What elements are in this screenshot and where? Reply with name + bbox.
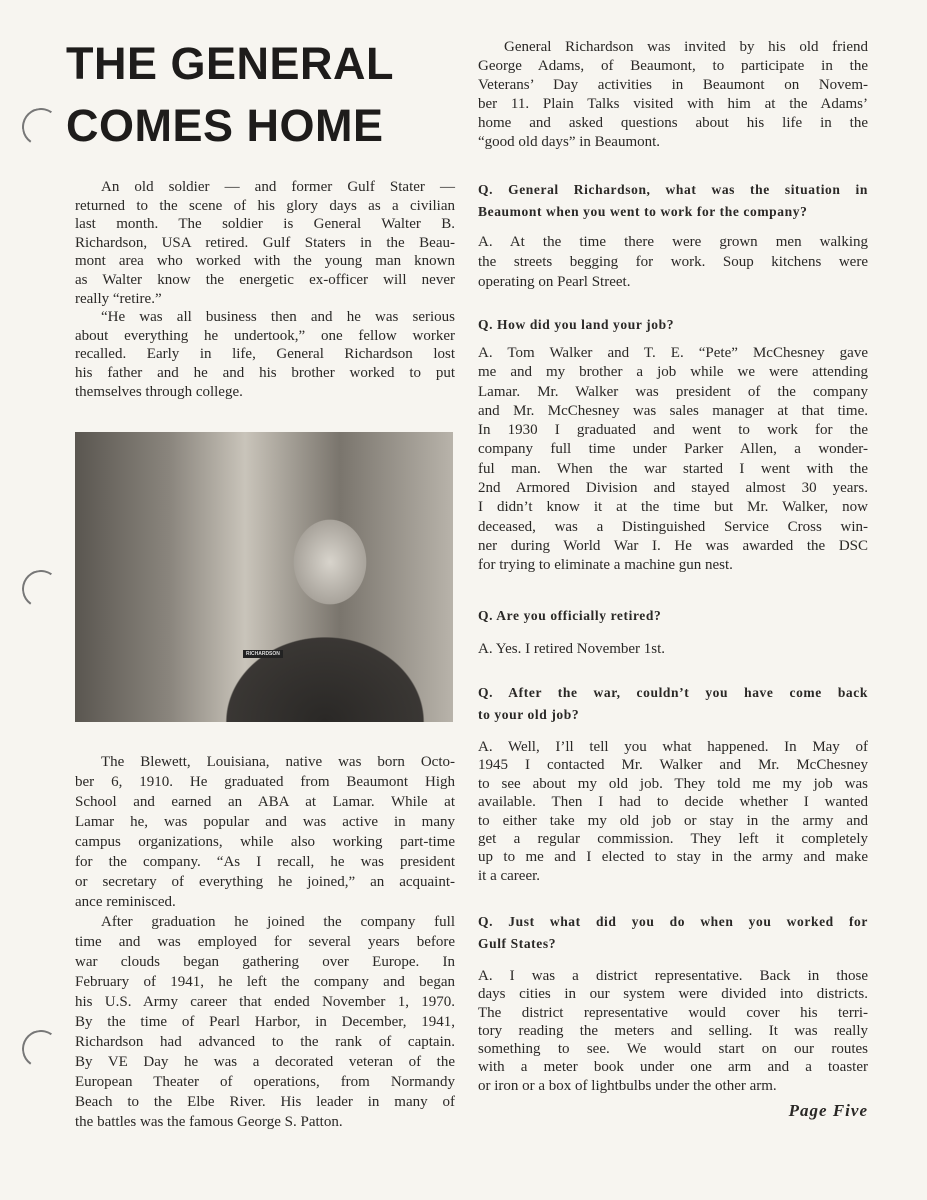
text-line: Richardson, USA retired. Gulf Staters in the Beau- <box>75 234 455 251</box>
text-line: the streets begging for work. Soup kitchens were <box>478 254 868 270</box>
text-line: I didn’t know it at the time but Mr. Walker, now <box>478 499 868 516</box>
text-line: A. At the time there were grown men walking <box>478 234 868 250</box>
punch-hole-mark <box>19 105 63 149</box>
text-line: home and asked questions about his life in the <box>478 115 868 131</box>
text-line: A. Tom Walker and T. E. “Pete” McChesney gave <box>478 345 868 361</box>
punch-hole-mark <box>19 1027 63 1071</box>
text-line: Q. Just what did you do when you worked for <box>478 914 868 929</box>
text-line: for trying to eliminate a machine gun nest. <box>478 557 733 574</box>
text-line: and Mr. McChesney was sales manager at that time. <box>478 402 868 419</box>
text-line: get a regular commission. They left it completely <box>478 830 868 847</box>
text-line: operating on Pearl Street. <box>478 274 631 290</box>
punch-hole-mark <box>19 567 63 611</box>
text-line: with a meter book under one arm and a toaster <box>478 1059 868 1076</box>
text-line: European Theater of operations, from Normandy <box>75 1074 455 1090</box>
text-line: A. Well, I’ll tell you what happened. In May of <box>478 739 868 755</box>
text-line: School and earned an ABA at Lamar. While at <box>75 794 455 810</box>
question-3 <box>478 605 868 627</box>
text-line: the battles was the famous George S. Patton. <box>75 1114 343 1130</box>
text-line: ful man. When the war started I went with the <box>478 460 868 477</box>
text-line: to your old job? <box>478 707 580 722</box>
question-4 <box>478 682 868 726</box>
text-line: really “retire.” <box>75 290 162 307</box>
text-line: General Richardson was invited by his old friend <box>504 39 868 55</box>
text-line: 1945 I contacted Mr. Walker and Mr. McChesney <box>478 757 868 774</box>
text-line: Lamar. Mr. Walker was president of the company <box>478 383 868 400</box>
text-line: A. I was a district representative. Back in those <box>478 968 868 984</box>
text-line: ber 6, 1910. He graduated from Beaumont High <box>75 774 455 790</box>
general-richardson-photo <box>75 432 453 722</box>
text-line: his U.S. Army career that ended November 1, 1970. <box>75 994 455 1010</box>
text-line: returned to the scene of his glory days as a civilian <box>75 197 455 214</box>
intro-article-text <box>75 178 455 401</box>
text-line: deceased, was a Distinguished Service Cross win- <box>478 518 868 535</box>
text-line: or secretary of everything he joined,” an acquaint- <box>75 874 455 890</box>
text-line: Richardson had advanced to the rank of captain. <box>75 1034 455 1050</box>
text-line: By VE Day he was a decorated veteran of the <box>75 1054 455 1070</box>
page-number: Page Five <box>788 1101 868 1120</box>
text-line: company full time under Parker Allen, a wonder- <box>478 441 868 458</box>
text-line: “good old days” in Beaumont. <box>478 134 661 150</box>
answer-2 <box>478 344 868 576</box>
text-line: to either take my old job or stay in the army and <box>478 812 868 829</box>
text-line: time and was employed for several years before <box>75 934 455 950</box>
text-line: The district representative would cover his terri- <box>478 1004 868 1021</box>
headline-line-1: THE GENERAL <box>66 38 395 89</box>
text-line: An old soldier — and former Gulf Stater — <box>101 179 455 195</box>
text-line: ance reminisced. <box>75 894 176 910</box>
text-line: days cities in our system were divided into districts. <box>478 986 868 1003</box>
text-line: it a career. <box>478 867 541 884</box>
text-line: campus organizations, while also working part-time <box>75 834 455 850</box>
text-line: Lamar he, was popular and was active in many <box>75 814 455 830</box>
text-line: me and my brother a job while we were attending <box>478 364 868 381</box>
text-line: something to see. We would start on our routes <box>478 1041 868 1058</box>
text-line: By the time of Pearl Harbor, in December, 1941, <box>75 1014 455 1030</box>
text-line: up to me and I elected to stay in the army and make <box>478 849 868 866</box>
text-line: as Walter know the energetic ex-officer will never <box>75 271 455 288</box>
question-1 <box>478 179 868 223</box>
answer-5 <box>478 967 868 1095</box>
text-line: The Blewett, Louisiana, native was born Octo- <box>101 754 455 770</box>
headline-line-2: COMES HOME <box>66 100 384 151</box>
answer-1 <box>478 232 868 292</box>
text-line: war clouds began gathering over Europe. In <box>75 954 455 970</box>
text-line: about everything he undertook,” one fellow worker <box>75 327 455 344</box>
text-line: Q. Are you officially retired? <box>478 608 662 623</box>
text-line: 2nd Armored Division and stayed almost 30 years. <box>478 480 868 497</box>
text-line: tory reading the meters and selling. It was really <box>478 1022 868 1039</box>
question-5 <box>478 911 868 955</box>
text-line: February of 1941, he left the company and began <box>75 974 455 990</box>
name-tag: RICHARDSON <box>243 650 283 658</box>
text-line: A. Yes. I retired November 1st. <box>478 641 666 657</box>
text-line: last month. The soldier is General Walter B. <box>75 216 455 233</box>
text-line: Q. After the war, couldn’t you have come back <box>478 685 868 700</box>
text-line: Gulf States? <box>478 936 557 951</box>
text-line: or iron or a box of lightbulbs under the other arm. <box>478 1077 777 1094</box>
text-line: Q. How did you land your job? <box>478 317 675 332</box>
text-line: recalled. Early in life, General Richardson lost <box>75 346 455 363</box>
text-line: mont area who worked with the young man known <box>75 253 455 270</box>
answer-3 <box>478 639 868 659</box>
text-line: In 1930 I graduated and went to work for the <box>478 422 868 439</box>
text-line: Beaumont when you went to work for the company? <box>478 204 808 219</box>
text-line: for the company. “As I recall, he was president <box>75 854 455 870</box>
text-line: ber 11. Plain Talks visited with him at the Adams’ <box>478 96 868 112</box>
text-line: to see about my old job. They told me my job was <box>478 775 868 792</box>
text-line: Veterans’ Day activities in Beaumont on Novem- <box>478 77 868 93</box>
text-line: available. Then I had to decide whether I wanted <box>478 794 868 811</box>
text-line: “He was all business then and he was serious <box>101 309 455 326</box>
text-line: After graduation he joined the company full <box>101 914 455 930</box>
text-line: ner during World War I. He was awarded the DSC <box>478 537 868 554</box>
biography-text <box>75 752 455 1132</box>
text-line: Q. General Richardson, what was the situation in <box>478 182 868 197</box>
question-2 <box>478 314 868 336</box>
text-line: themselves through college. <box>75 383 243 400</box>
text-line: his father and he and his brother worked to put <box>75 364 455 381</box>
text-line: George Adams, of Beaumont, to participate in the <box>478 58 868 74</box>
text-line: Beach to the Elbe River. His leader in many of <box>75 1094 455 1110</box>
answer-4 <box>478 738 868 885</box>
interview-intro <box>478 38 868 152</box>
